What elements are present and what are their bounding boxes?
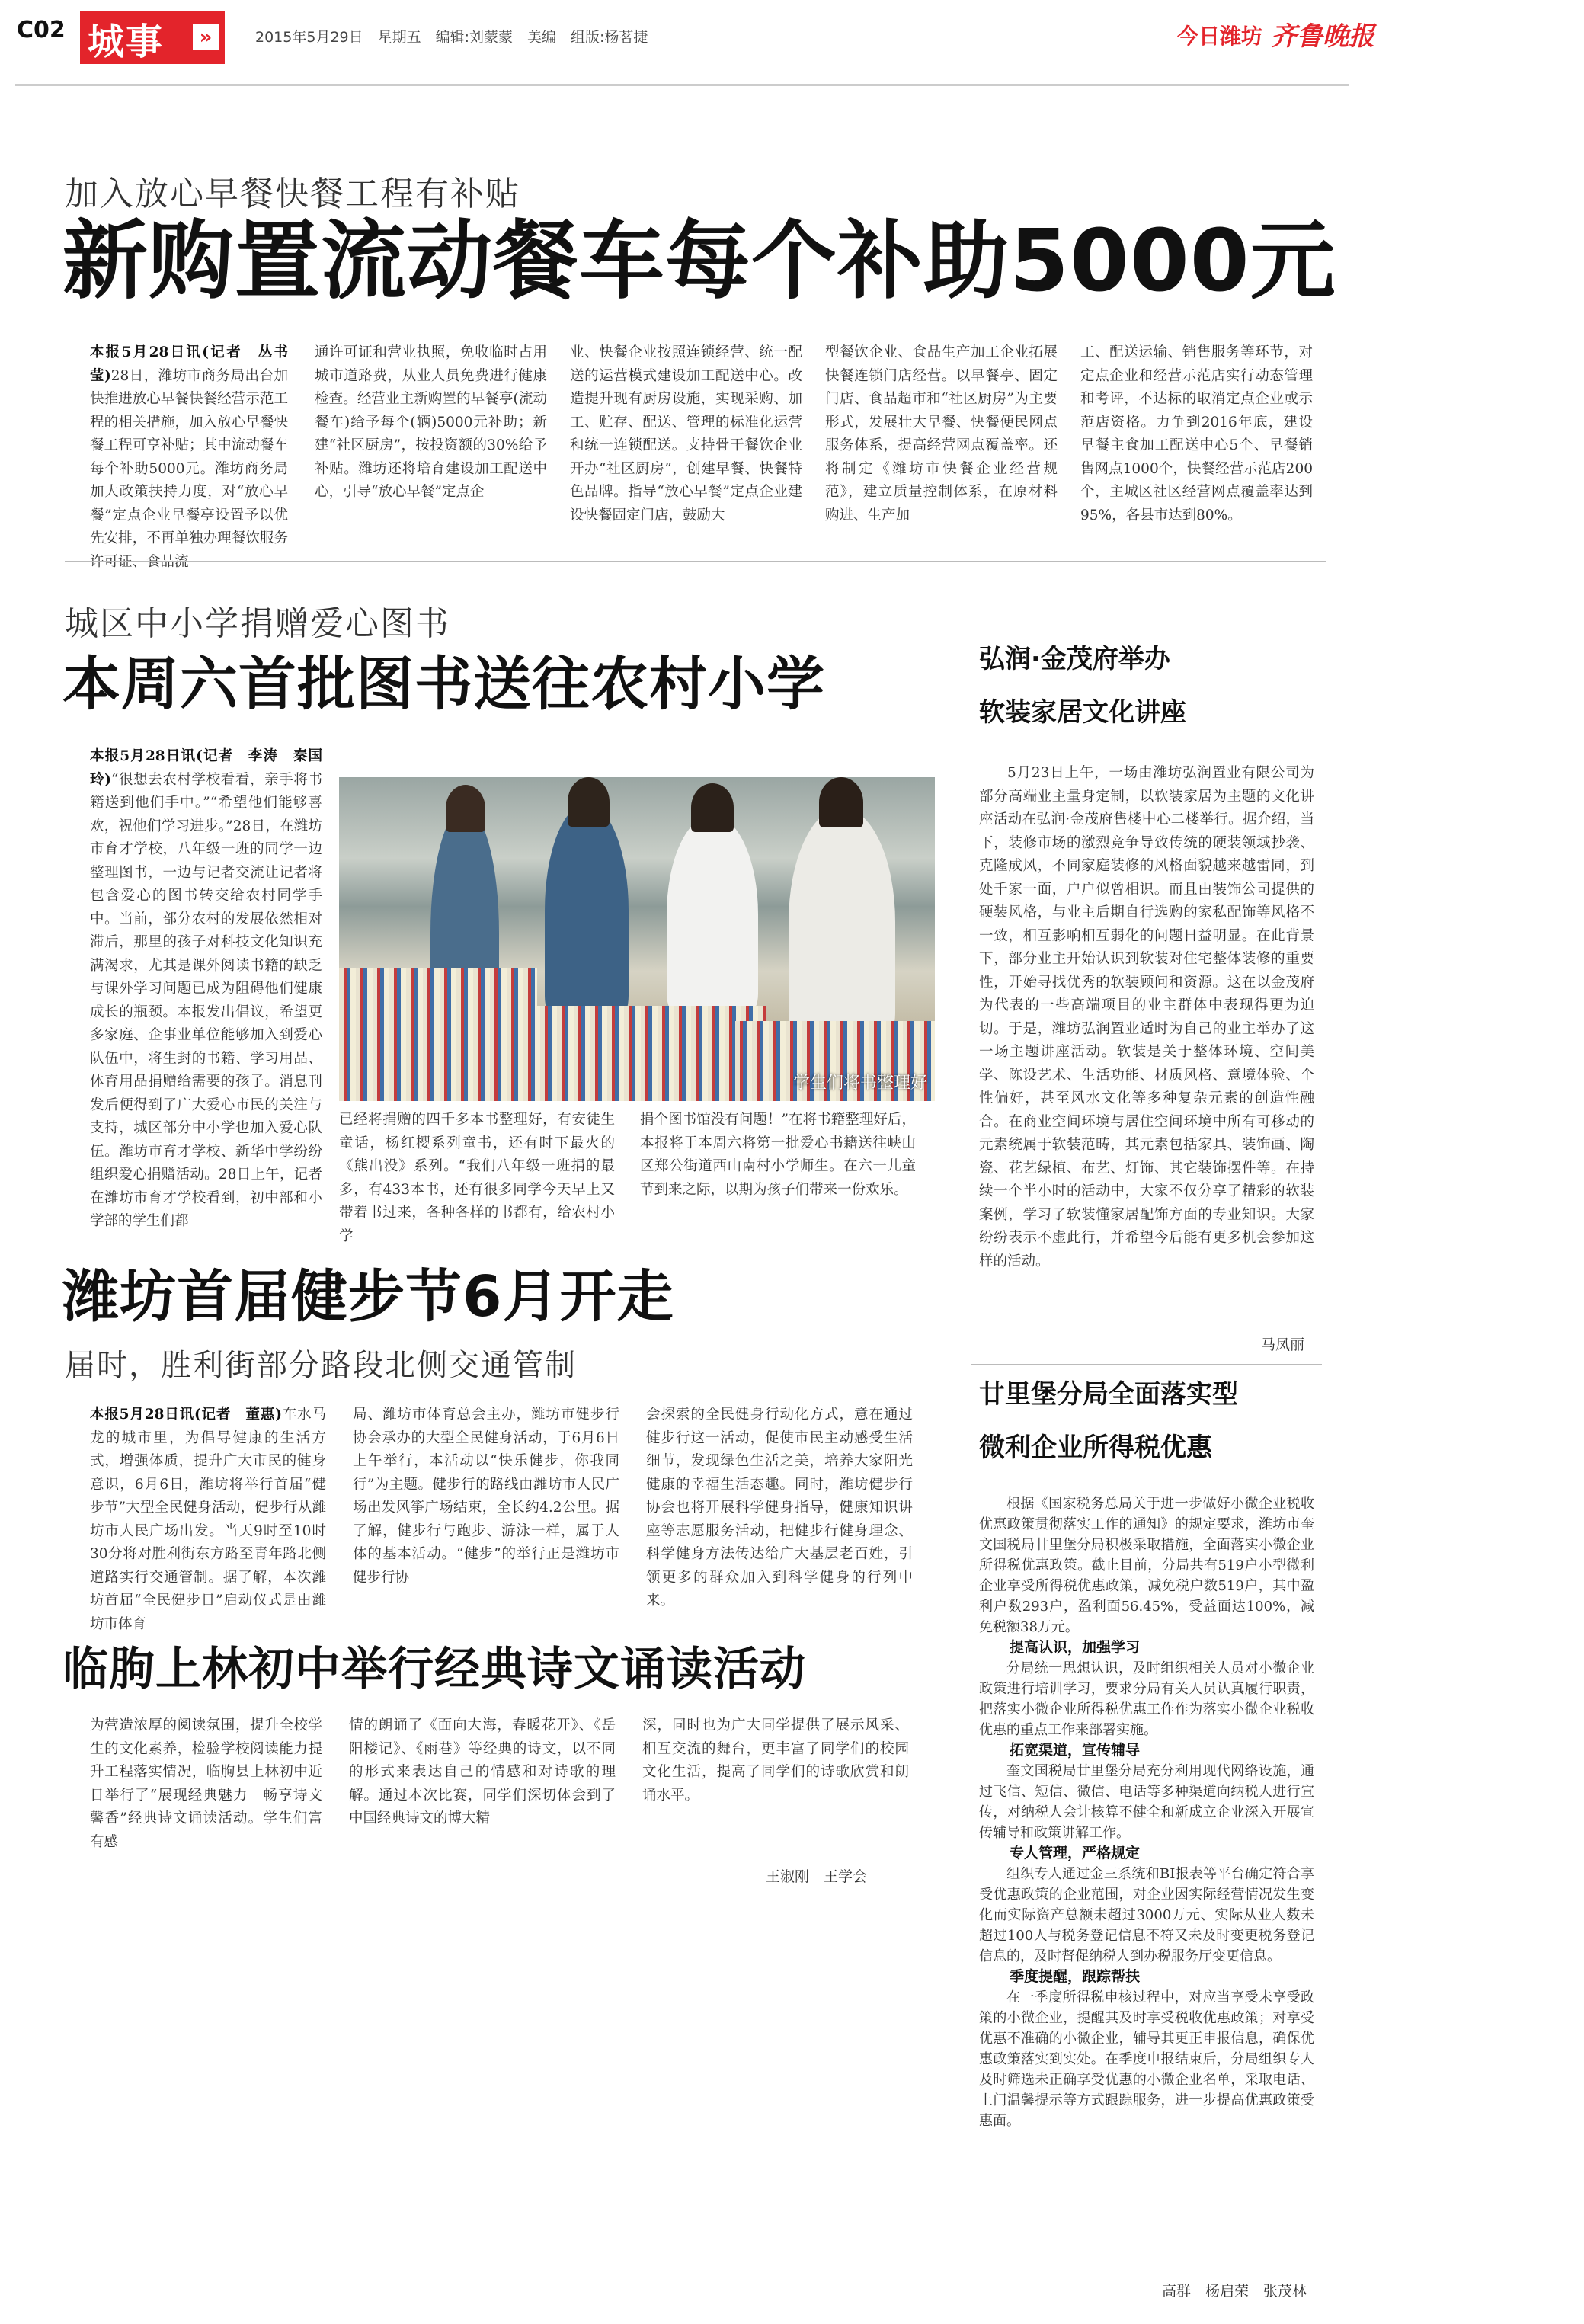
paper-logo: 齐鲁晚报 bbox=[1271, 21, 1374, 52]
section-banner bbox=[80, 11, 225, 64]
story3-col1-text: 车水马龙的城市里，为倡导健康的生活方式，增强体质，提升广大市民的健身意识，6月6日，潍坊将举行首届“健步节”大型全民健身活动，健步行从潍坊市人民广场出发。当天9时至10时30分将对胜利街东方路至青年路北侧道路实行交通管制。据了解，本次潍坊首届“全民健步日”启动仪式是由潍坊市体育 bbox=[90, 1407, 326, 1632]
story1-column-4: 型餐饮企业、食品生产加工企业拓展快餐连锁门店经营。以早餐亭、固定门店、食品超市和“社区厨房”为主要形式，发展壮大早餐、快餐便民网点服务体系，提高经营网点覆盖率。还将制定《潍坊市快餐企业经营规范》，建立质量控制体系，在原材料购进、生产加 bbox=[825, 344, 1058, 523]
sidebar2-sub4-title: 季度提醒，跟踪帮扶 bbox=[1010, 1968, 1141, 1985]
sidebar2-sub2-body: 奎文国税局廿里堡分局充分利用现代网络设施，通过飞信、短信、微信、电话等多种渠道向纳税人进行宣传，对纳税人会计核算不健全和新成立企业深入开展宣传辅导和政策讲解工作。 bbox=[979, 1763, 1314, 1841]
header-rule bbox=[15, 84, 1349, 86]
sidebar1-body: 5月23日上午，一场由潍坊弘润置业有限公司为部分高端业主量身定制，以软装家居为主题的文化讲座活动在弘润·金茂府售楼中心二楼举行。据介绍，当下，装修市场的激烈竞争导致传统的硬装领域抄袭、克隆成风，不同家庭装修的风格面貌越来越雷同，到处千家一面，户户似曾相识。而且由装饰公司提供的硬装风格，与业主后期自行选购的家私配饰等风格不一致，相互影响相互弱化的问题日益明显。在此背景下，部分业主开始认识到软装对住宅整体装修的重要性，开始寻找优秀的软装顾问和资源。这在以金茂府为代表的一些高端项目的业主群体中表现得更为迫切。于是，潍坊弘润置业适时为自己的业主举办了这一场主题讲座活动。软装是关于整体环境、空间美学、陈设艺术、生活功能、材质风格、意境体验、个性偏好，甚至风水文化等多种复杂元素的创造性融合。在商业空间环境与居住空间环境中所有可移动的元素统属于软装范畴，其元素包括家具、装饰画、陶瓷、花艺绿植、布艺、灯饰、其它装饰摆件等。在持续一个半小时的活动中，大家不仅分享了精彩的软装案例，学习了软装懂家居配饰方面的专业知识。大家纷纷表示不虚此行，并希望今后能有更多机会参加这样的活动。 bbox=[979, 765, 1314, 1269]
story3-column-1 bbox=[90, 1404, 326, 1632]
story1-column-2: 通许可证和营业执照，免收临时占用城市道路费，从业人员免费进行健康检查。经营业主新购置的早餐亭(流动餐车)给予每个(辆)5000元补助；新建“社区厨房”，按投资额的30%给予补贴。潍坊还将培育建设加工配送中心，引导“放心早餐”定点企 bbox=[315, 344, 547, 500]
sidebar2-intro: 根据《国家税务总局关于进一步做好小微企业税收优惠政策贯彻落实工作的通知》的规定要求，潍坊市奎文国税局廿里堡分局积极采取措施，全面落实小微企业所得税优惠政策。截止目前，分局共有519户小型微利企业享受所得税优惠政策，减免税户数519户，其中盈利户数293户，盈利面56.45%，受益面达100%，减免税额38万元。 bbox=[979, 1496, 1314, 1635]
story4-column-1: 为营造浓厚的阅读氛围，提升全校学生的文化素养，检验学校阅读能力提升工程落实情况，临朐县上林初中近日举行了“展现经典魅力 畅享诗文馨香”经典诗文诵读活动。学生们富有感 bbox=[90, 1717, 322, 1850]
section-title: 城事 bbox=[88, 21, 165, 63]
students-photo bbox=[339, 777, 935, 1101]
story1-kicker: 加入放心早餐快餐工程有补贴 bbox=[65, 174, 520, 213]
story1-column-5: 工、配送运输、销售服务等环节，对定点企业和经营示范店实行动态管理和考评，不达标的取消定点企业或示范店资格。力争到2016年底，建设早餐主食加工配送中心5个、早餐销售网点1000个，快餐经营示范店200个，主城区社区经营网点覆盖率达到95%，各县市达到80%。 bbox=[1080, 344, 1313, 523]
photo-caption: 学生们将书整理好 bbox=[792, 1074, 927, 1093]
story4-column-2: 情的朗诵了《面向大海，春暖花开》、《岳阳楼记》、《雨巷》等经典的诗文，以不同的形式来表达自己的情感和对诗歌的理解。通过本次比赛，同学们深切体会到了中国经典诗文的博大精 bbox=[349, 1717, 616, 1826]
story4-byline: 王淑刚 王学会 bbox=[766, 1868, 868, 1885]
story2-column-2: 已经将捐赠的四千多本书整理好，有安徒生童话，杨红樱系列童书，还有时下最火的《熊出没》系列。“我们八年级一班捐的最多，有433本书，还有很多同学今天早上又带着书过来，各种各样的书都有，给农村小学 bbox=[339, 1112, 615, 1244]
sidebar2-byline: 高群 杨启荣 张茂林 bbox=[1162, 2283, 1307, 2300]
story3-lead: 本报5月28日讯(记者 董惠) bbox=[90, 1407, 282, 1423]
sidebar2-title-line1: 廿里堡分局全面落实型 bbox=[979, 1379, 1238, 1410]
sidebar2-content bbox=[979, 1493, 1314, 2255]
story1-col1-text: 28日，潍坊市商务局出台加快推进放心早餐快餐经营示范工程的相关措施，加入放心早餐快餐工程可享补贴；其中流动餐车每个补助5000元。潍坊商务局加大政策扶持力度，对“放心早餐”定点企业早餐亭设置予以优先安排，不再单独办理餐饮服务许可证、食品流 bbox=[90, 367, 288, 570]
story2-lead: 本报5月28日讯(记者 李涛 秦国玲) bbox=[90, 748, 322, 788]
page-number: C02 bbox=[17, 17, 66, 43]
story2-column-1 bbox=[90, 745, 322, 1229]
story1-headline: 新购置流动餐车每个补助5000元 bbox=[62, 212, 1336, 311]
story4-headline: 临朐上林初中举行经典诗文诵读活动 bbox=[62, 1643, 806, 1696]
story1-lead: 本报5月28日讯(记者 丛书莹) bbox=[90, 344, 288, 384]
story3-headline: 潍坊首届健步节6月开走 bbox=[62, 1264, 674, 1330]
sidebar2-sub3-body: 组织专人通过金三系统和BI报表等平台确定符合享受优惠政策的企业范围，对企业因实际经营情况发生变化而实际资产总额未超过3000万元、实际从业人数未超过100人与税务登记信息不符又未及时变更税务登记信息的，及时督促纳税人到办税服务厅变更信息。 bbox=[979, 1866, 1314, 1964]
story3-subtitle: 届时，胜利街部分路段北侧交通管制 bbox=[65, 1348, 577, 1383]
story1-column-3: 业、快餐企业按照连锁经营、统一配送的运营模式建设加工配送中心。改造提升现有厨房设施，实现采购、加工、贮存、配送、管理的标准化运营和统一连锁配送。支持骨干餐饮企业开办“社区厨房”，创建早餐、快餐特色品牌。指导“放心早餐”定点企业建设快餐固定门店，鼓励大 bbox=[570, 344, 802, 523]
sidebar1-title-line1: 弘润·金茂府举办 bbox=[979, 644, 1170, 674]
story3-column-3: 会探索的全民健身行动化方式，意在通过健步行这一活动，促使市民主动感受生活细节，发现绿色生活之美，培养大家阳光健康的幸福生活态趣。同时，潍坊健步行协会也将开展科学健身指导，健康知识讲座等志愿服务活动，把健步行健身理念、科学健身方法传达给广大基层老百姓，引领更多的群众加入到科学健身的行列中来。 bbox=[646, 1407, 913, 1609]
sidebar2-sub2-title: 拓宽渠道，宣传辅导 bbox=[1010, 1742, 1141, 1759]
sidebar1-title-line2: 软装家居文化讲座 bbox=[979, 697, 1186, 728]
today-label: 今日潍坊 bbox=[1177, 24, 1263, 49]
sidebar2-title-line2: 微利企业所得税优惠 bbox=[979, 1432, 1212, 1463]
sidebar2-sub3-title: 专人管理，严格规定 bbox=[1010, 1845, 1141, 1861]
story1-column-1 bbox=[90, 341, 288, 570]
chevron-right-icon: » bbox=[193, 24, 219, 50]
sidebar1-byline: 马凤丽 bbox=[1261, 1336, 1305, 1353]
story4-column-3: 深，同时也为广大同学提供了展示风采、相互交流的舞台，更丰富了同学们的校园文化生活，提高了同学们的诗歌欣赏和朗诵水平。 bbox=[642, 1717, 909, 1804]
story2-column-3: 捐个图书馆没有问题！”在将书籍整理好后，本报将于本周六将第一批爱心书籍送往峡山区郑公街道西山南村小学师生。在六一儿童节到来之际，以期为孩子们带来一份欢乐。 bbox=[640, 1112, 916, 1198]
story2-col1-text: “很想去农村学校看看，亲手将书籍送到他们手中。”“希望他们能够喜欢，祝他们学习进步。”28日，在潍坊市育才学校，八年级一班的同学一边整理图书，一边与记者交流让记者将包含爱心的图书转交给农村同学手中。当前，部分农村的发展依然相对滞后，那里的孩子对科技文化知识充满渴求，尤其是课外阅读书籍的缺乏与课外学习问题已成为阻碍他们健康成长的瓶颈。本报发出倡议，希望更多家庭、企事业单位能够加入到爱心队伍中，将生封的书籍、学习用品、体育用品捐赠给需要的孩子。消息刊发后便得到了广大爱心市民的关注与支持，城区部分中小学也加入爱心队伍。潍坊市育才学校、新华中学纷纷组织爱心捐赠活动。28日上午，记者在潍坊市育才学校看到，初中部和小学部的学生们都 bbox=[90, 771, 322, 1229]
sidebar-rule bbox=[971, 1364, 1322, 1365]
sidebar2-sub1-title: 提高认识，加强学习 bbox=[1010, 1639, 1141, 1656]
story3-column-2: 局、潍坊市体育总会主办，潍坊市健步行协会承办的大型全民健身活动，于6月6日上午举行，本活动以“快乐健步，你我同行”为主题。健步行的路线由潍坊市人民广场出发风筝广场结束，全长约4.2公里。据了解，健步行与跑步、游泳一样，属于人体的基本活动。“健步”的举行正是潍坊市健步行协 bbox=[353, 1407, 619, 1586]
section-divider bbox=[65, 561, 1326, 562]
story2-kicker: 城区中小学捐赠爱心图书 bbox=[65, 604, 450, 643]
sidebar2-sub4-body: 在一季度所得税申核过程中，对应当享受未享受政策的小微企业，提醒其及时享受税收优惠政策；对享受优惠不准确的小微企业，辅导其更正申报信息，确保优惠政策落实到实处。在季度申报结束后，分局组织专人及时筛选未正确享受优惠的小微企业名单，采取电话、上门温馨提示等方式跟踪服务，进一步提高优惠政策受惠面。 bbox=[979, 1989, 1314, 2129]
sidebar2-sub1-body: 分局统一思想认识，及时组织相关人员对小微企业政策进行培训学习，要求分局有关人员认真履行职责，把落实小微企业所得税优惠工作作为落实小微企业税收优惠的重点工作来部署实施。 bbox=[979, 1660, 1314, 1738]
story2-headline: 本周六首批图书送往农村小学 bbox=[62, 650, 825, 718]
issue-info: 2015年5月29日 星期五 编辑:刘蒙蒙 美编 组版:杨茗捷 bbox=[255, 29, 648, 46]
